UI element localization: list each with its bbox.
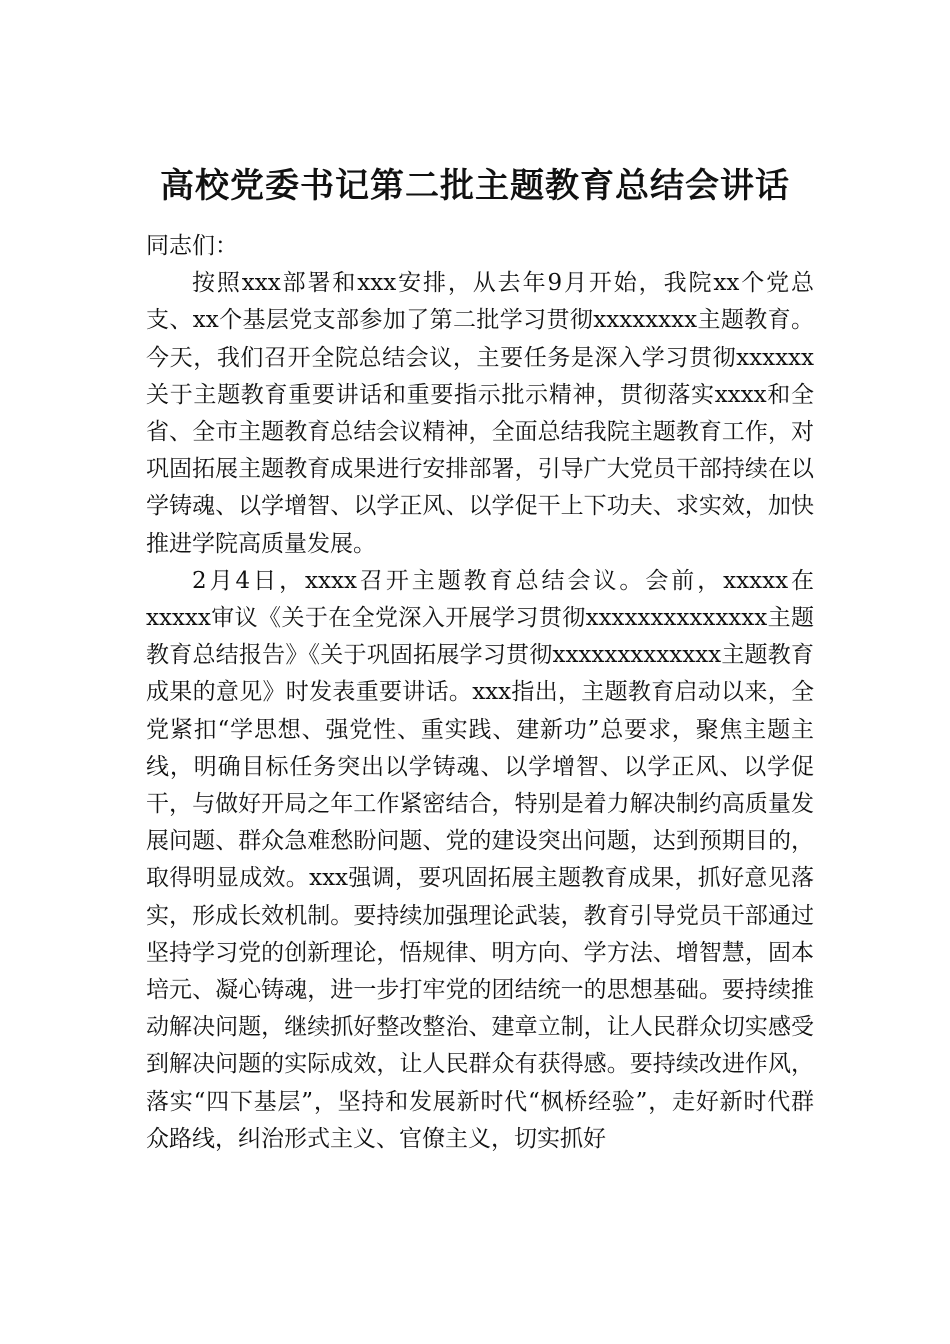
salutation: 同志们：	[146, 233, 238, 259]
document-body	[146, 228, 814, 1158]
paragraph-1: 按照xxx部署和xxx安排，从去年9月开始，我院xx个党总支、xx个基层党支部参加了第二批学习贯彻xxxxxxxx主题教育。今天，我们召开全院总结会议，主要任务是深入学习贯彻xxxxxx关于主题教育重要讲话和重要指示批示精神，贯彻落实xxxx和全省、全市主题教育总结会议精神，全面总结我院主题教育工作，对巩固拓展主题教育成果进行安排部署，引导广大党员干部持续在以学铸魂、以学增智、以学正风、以学促干上下功夫、求实效，加快推进学院高质量发展。	[146, 270, 814, 557]
document-title: 高校党委书记第二批主题教育总结会讲话	[160, 166, 790, 206]
paragraph-2: 2月4日，xxxx召开主题教育总结会议。会前，xxxxx在xxxxx审议《关于在全党深入开展学习贯彻xxxxxxxxxxxxxx主题教育总结报告》《关于巩固拓展学习贯彻xxxxxxxxxxxxx主题教育成果的意见》时发表重要讲话。xxx指出，主题教育启动以来，全党紧扣“学思想、强党性、重实践、建新功”总要求，聚焦主题主线，明确目标任务突出以学铸魂、以学增智、以学正风、以学促干，与做好开局之年工作紧密结合，特别是着力解决制约高质量发展问题、群众急难愁盼问题、党的建设突出问题，达到预期目的，取得明显成效。xxx强调，要巩固拓展主题教育成果，抓好意见落实，形成长效机制。要持续加强理论武装，教育引导党员干部通过坚持学习党的创新理论，悟规律、明方向、学方法、增智慧，固本培元、凝心铸魂，进一步打牢党的团结统一的思想基础。要持续推动解决问题，继续抓好整改整治、建章立制，让人民群众切实感受到解决问题的实际成效，让人民群众有获得感。要持续改进作风，落实“四下基层”，坚持和发展新时代“枫桥经验”，走好新时代群众路线，纠治形式主义、官僚主义，切实抓好	[146, 567, 814, 1152]
